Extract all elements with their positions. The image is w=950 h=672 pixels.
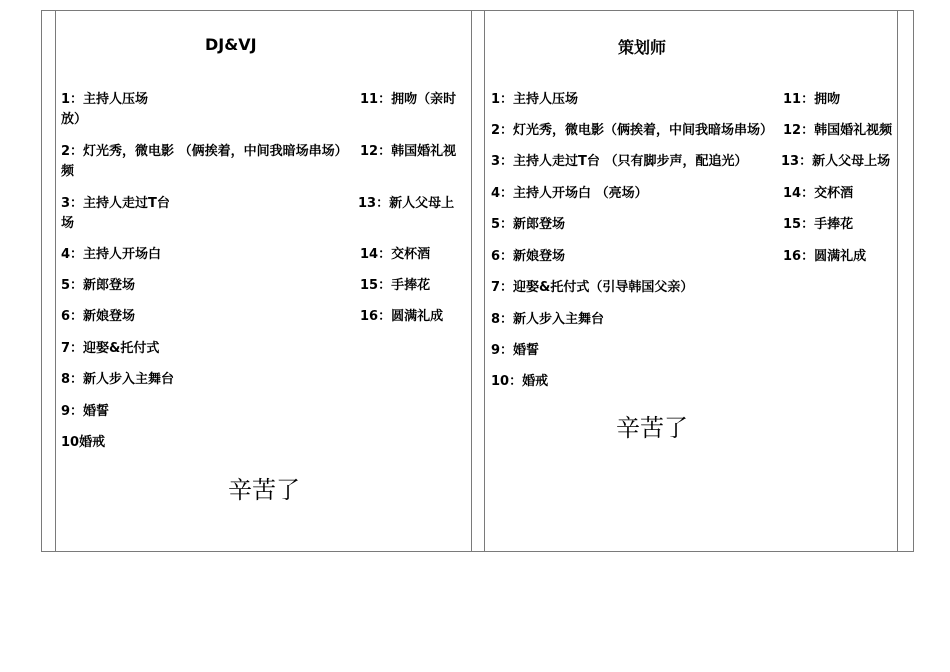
center-left-border — [471, 10, 472, 552]
right-panel-title: 策划师 — [618, 38, 667, 57]
right-item-2: 2：灯光秀，微电影（俩挨着，中间我暗场串场） — [491, 123, 774, 138]
left-inner-border — [55, 10, 56, 552]
right-item-5: 5：新郎登场 — [491, 217, 566, 232]
left-item-16: 16：圆满礼成 — [360, 309, 444, 324]
right-item-16: 16：圆满礼成 — [783, 249, 867, 264]
left-item-14: 14：交杯酒 — [360, 247, 431, 262]
left-item-8: 8：新人步入主舞台 — [61, 372, 175, 387]
right-item-12: 12：韩国婚礼视频 — [783, 123, 893, 138]
right-item-6: 6：新娘登场 — [491, 249, 566, 264]
right-item-13: 13：新人父母上场 — [781, 154, 891, 169]
right-item-15: 15：手捧花 — [783, 217, 854, 232]
right-item-9: 9：婚誓 — [491, 343, 540, 358]
left-item-1: 1：主持人压场放） — [61, 92, 149, 127]
left-item-11: 11：拥吻（亲时 — [360, 92, 457, 107]
right-item-10: 10：婚戒 — [491, 374, 549, 389]
left-thanks-text: 辛苦了 — [228, 476, 300, 504]
left-item-13: 13：新人父母上 — [358, 196, 455, 211]
right-item-4: 4：主持人开场白 （亮场） — [491, 186, 648, 201]
left-item-3: 3：主持人走过T台场 — [61, 196, 170, 231]
right-item-8: 8：新人步入主舞台 — [491, 312, 605, 327]
right-thanks-text: 辛苦了 — [616, 414, 688, 442]
center-right-border — [484, 10, 485, 552]
left-item-4: 4：主持人开场白 — [61, 247, 162, 262]
right-item-11: 11：拥吻 — [783, 92, 841, 107]
right-item-14: 14：交杯酒 — [783, 186, 854, 201]
left-item-2: 2：灯光秀，微电影 （俩挨着，中间我暗场串场）频 — [61, 144, 348, 179]
left-item-12: 12：韩国婚礼视 — [360, 144, 457, 159]
left-item-6: 6：新娘登场 — [61, 309, 136, 324]
left-panel-title: DJ&VJ — [205, 35, 257, 54]
left-item-10: 10婚戒 — [61, 435, 106, 450]
left-item-7: 7：迎娶&托付式 — [61, 341, 160, 356]
left-item-9: 9：婚誓 — [61, 404, 110, 419]
left-item-15: 15：手捧花 — [360, 278, 431, 293]
right-item-7: 7：迎娶&托付式（引导韩国父亲） — [491, 280, 694, 295]
right-item-1: 1：主持人压场 — [491, 92, 579, 107]
left-item-5: 5：新郎登场 — [61, 278, 136, 293]
right-inner-border — [897, 10, 898, 552]
right-item-3: 3：主持人走过T台 （只有脚步声，配追光） — [491, 154, 748, 169]
